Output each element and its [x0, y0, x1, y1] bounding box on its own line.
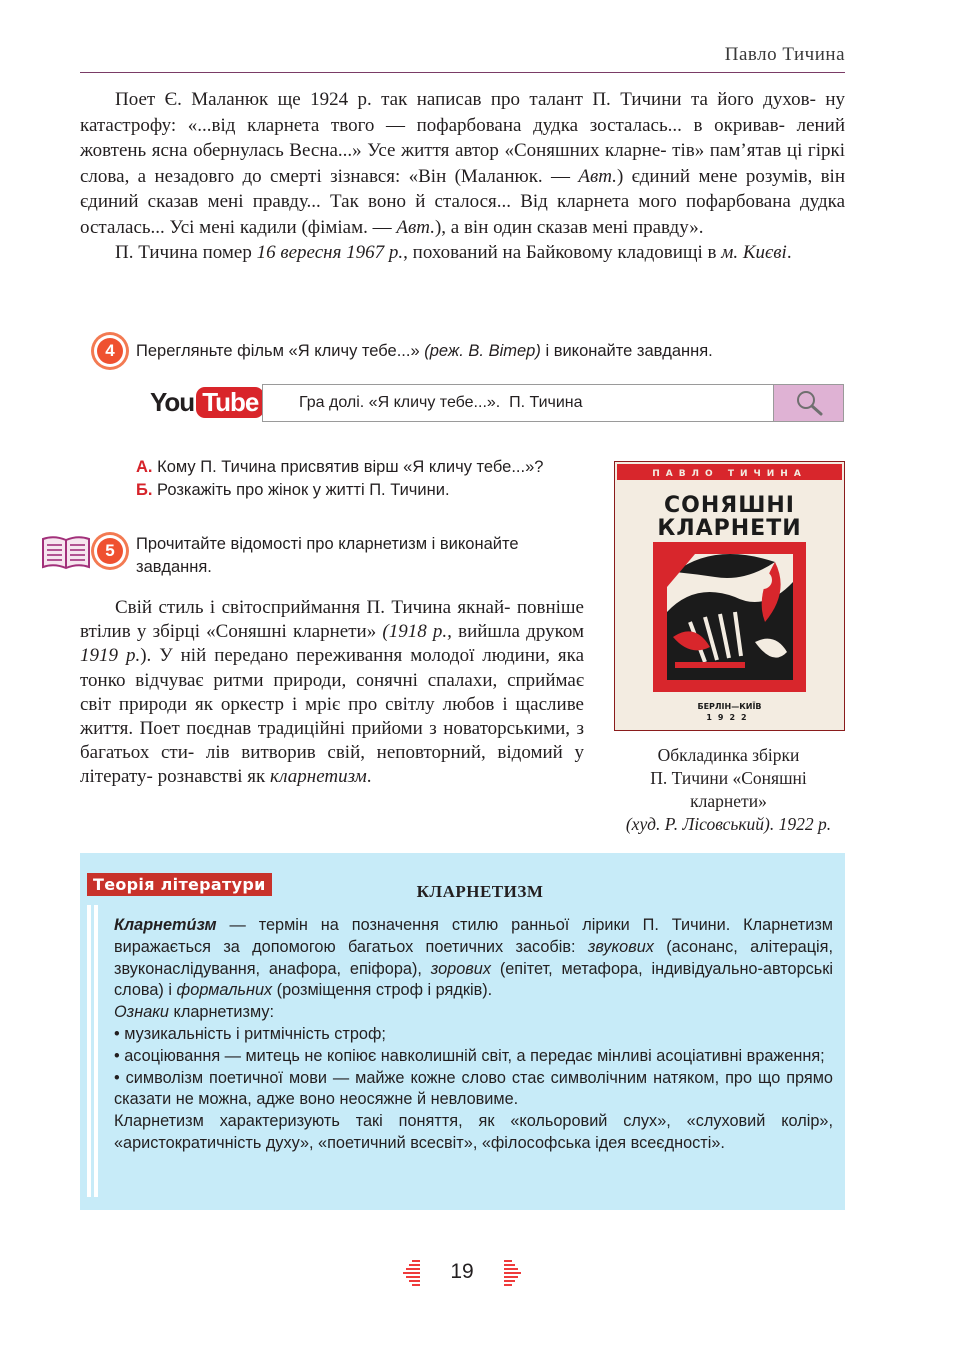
literary-theory-text: [114, 915, 833, 1155]
theory-bullet: • музикальність і ритмічність строф;: [114, 1024, 386, 1043]
youtube-logo-you: You: [150, 386, 195, 417]
theory-bullet: • асоціювання — митець не копіює навколишній світ, а передає мінливі асоціативні враження;: [114, 1046, 825, 1065]
task-5-text: Прочитайте відомості про кларнетизм і виконайте завдання.: [136, 535, 519, 576]
running-header-title: Павло Тичина: [724, 44, 845, 65]
youtube-search-button[interactable]: [773, 385, 843, 421]
theory-side-bars: [87, 905, 97, 1197]
paragraph-death: П. Тичина помер 16 вересня 1967 р., похований на Байковому кладовищі в м. Києві.: [115, 242, 792, 263]
paragraph-style: Свій стиль і світосприймання П. Тичина якнай- повніше втілив у збірці «Соняшні кларнети» (1918 р., вийшла друком 1919 р.). У ній передано переживання молодої людини, яка тонко відчуває ритми природи, сонячні спалахи, сприймає світ природи як оркестр і мріє про світлу любов і щасливе життя. Поет поєднав традиційні прийоми з новаторськими, з багатьох сти- лів витворив свій, неповторний, відомий у літерату- рознавстві як кларнетизм.: [80, 597, 585, 788]
cover-year: 1922: [706, 713, 753, 722]
page-arrow-left-icon: [400, 1258, 420, 1288]
question-b: Б. Розкажіть про жінок у житті П. Тичини.: [136, 480, 450, 499]
theory-bullet: • символізм поетичної мови — майже кожне слово стає символічним натяком, про що прямо сказати не можна, адже воно неосяжне й невловиме.: [114, 1068, 833, 1109]
intro-text: [80, 87, 845, 266]
cover-caption: Обкладинка збірки П. Тичини «Соняшні кларнети» (худ. Р. Лісовський). 1922 р.: [625, 745, 832, 834]
header-divider: [80, 72, 845, 73]
search-icon: [794, 388, 824, 418]
cover-publisher: БЕРЛІН—КИЇВ: [697, 702, 762, 711]
cover-author: ПАВЛО ТИЧИНА: [652, 469, 807, 479]
youtube-logo-tube: Tube: [196, 387, 264, 418]
page-arrow-right-icon: [504, 1258, 524, 1288]
book-cover-image: [614, 461, 845, 731]
cover-ornament: [653, 542, 806, 692]
literary-theory-title: КЛАРНЕТИЗМ: [416, 882, 544, 901]
theory-signs-heading: Ознаки кларнетизму:: [114, 1003, 275, 1022]
theory-closing: Кларнетизм характеризують такі поняття, як «кольоровий слух», «слуховий колір», «аристократичність духу», «поетичний всесвіт», «філософська ідея всеєдності».: [114, 1112, 833, 1152]
literary-theory-tag: Теорія літератури: [87, 873, 272, 896]
book-icon: [41, 535, 91, 571]
youtube-search-bar: [262, 384, 844, 422]
book-cover-art: [615, 462, 844, 730]
paragraph-malaniuk: Поет Є. Маланюк ще 1924 р. так написав про талант П. Тичини та його духов- ну катастрофу: «...від кларнета твого — пофарбована дудка зосталась... в окривав- лений жовтень ясна обернулась Весна...» Усе життя автор «Соняшних кларне- тів» пам’ятав ці гіркі слова, а незадовго до смерті зізнався: «Він (Маланюк. — Авт.) єдиний мене розумів, він єдиний сказав мені правду... Так воно й сталося... Від кларнета мого пофарбована дудка осталась... Усі мені кадили (фіміам. — Авт.), а він один сказав мені правду».: [80, 89, 846, 238]
theory-definition: Кларнети́зм — термін на позначення стилю ранньої лірики П. Тичини. Кларнетизм виражається за допомогою багатьох поетичних засобів: звукових (асонанс, алітерація, звуконаслідування, анафора, епіфора), зорових (епітет, метафора, індивідуально-авторські слова) і формальних (розміщення строф і рядків).: [114, 916, 834, 1000]
youtube-search-input[interactable]: [263, 385, 773, 421]
question-a: А. Кому П. Тичина присвятив вірш «Я кличу тебе...»?: [136, 458, 544, 476]
task-5-badge: 5: [97, 538, 123, 564]
questions-list: [136, 456, 596, 501]
page-number: 19: [450, 1260, 474, 1283]
task-4-badge: 4: [97, 338, 123, 364]
cover-title-1: СОНЯШНІ: [664, 493, 795, 518]
task-4-text: Перегляньте фільм «Я кличу тебе...» (реж. В. Вітер) і виконайте завдання.: [136, 342, 713, 360]
cover-title-2: КЛАРНЕТИ: [657, 516, 802, 541]
youtube-logo[interactable]: [150, 385, 264, 419]
